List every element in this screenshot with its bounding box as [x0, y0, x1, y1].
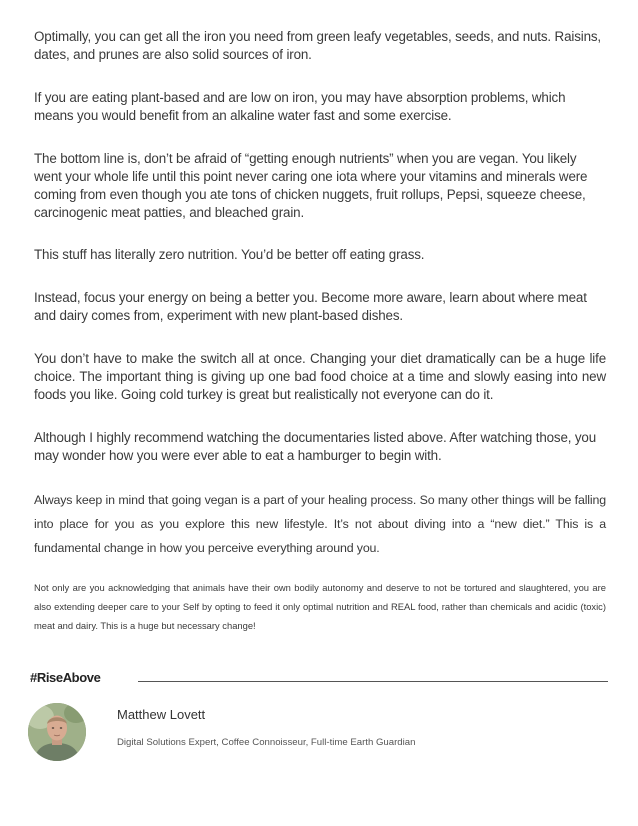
paragraph-absorption: If you are eating plant-based and are low on iron, you may have absorption problems, which means you would benefit from an alkaline water fast and some exercise. [34, 90, 566, 123]
paragraph-bottom-line: The bottom line is, don’t be afraid of “getting enough nutrients” when you are vegan. You likely went your whole life until this point never caring one iota where your vitamins and minerals were coming from even though you ate tons of chicken nuggets, fruit rollups, Pepsi, squeeze cheese, carcinogenic meat patties, and bleached grain. [34, 151, 588, 220]
footer-divider [138, 681, 608, 682]
hashtag-label: #RiseAbove [30, 670, 101, 685]
author-title: Digital Solutions Expert, Coffee Connoisseur, Full-time Earth Guardian [117, 737, 416, 748]
author-name: Matthew Lovett [117, 707, 206, 722]
paragraph-iron-sources: Optimally, you can get all the iron you need from green leafy vegetables, seeds, and nuts. Raisins, dates, and prunes are also solid sources of iron. [34, 29, 601, 62]
paragraph-healing-process: Always keep in mind that going vegan is a part of your healing process. So many other things will be falling into place for you as you explore this new lifestyle. It’s not about diving into a “new diet.” This is a fundamental change in how you perceive everything around you. [34, 493, 606, 555]
paragraph-documentaries: Although I highly recommend watching the documentaries listed above. After watching those, you may wonder how you were ever able to eat a hamburger to begin with. [34, 430, 597, 463]
paragraph-bodily-autonomy: Not only are you acknowledging that animals have their own bodily autonomy and deserve to not be tortured and slaughtered, you are also extending deeper care to your Self by opting to feed it only optimal nutrition and REAL food, rather than chemicals and acidic (toxic) meat and dairy. This is a huge but necessary change! [34, 582, 606, 631]
paragraph-switch-gradually: You don’t have to make the switch all at once. Changing your diet dramatically can be a huge life choice. The important thing is giving up one bad food choice at a time and slowly easing into new foods you like. Going cold turkey is great but realistically not everyone can do it. [34, 351, 606, 402]
author-avatar [28, 703, 86, 761]
author-photo-icon [28, 703, 86, 761]
paragraph-focus-energy: Instead, focus your energy on being a better you. Become more aware, learn about where meat and dairy comes from, experiment with new plant-based dishes. [34, 290, 587, 323]
paragraph-zero-nutrition: This stuff has literally zero nutrition. You’d be better off eating grass. [34, 247, 425, 262]
article-body [34, 28, 606, 635]
